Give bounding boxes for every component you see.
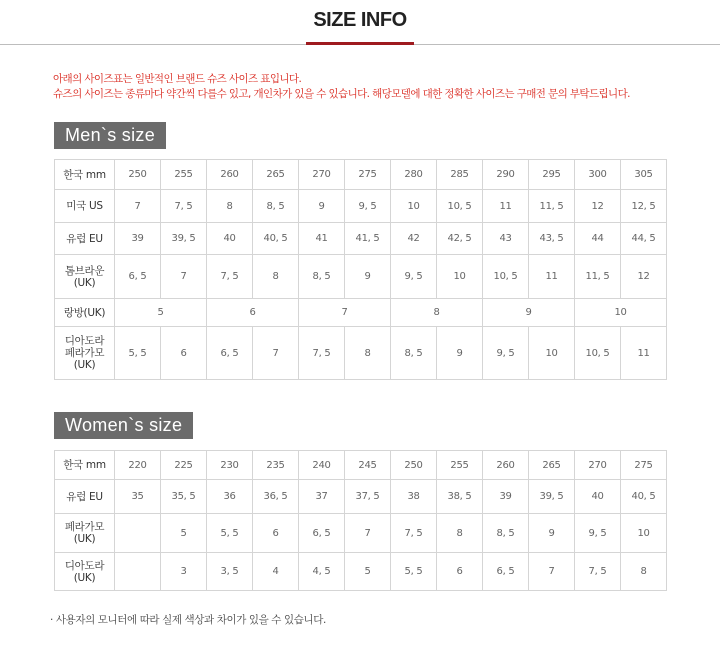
row-label-line: 한국 mm: [63, 168, 106, 181]
size-cell: 250: [391, 451, 437, 480]
size-cell: 220: [115, 451, 161, 480]
size-cell: 41, 5: [345, 223, 391, 255]
size-cell: 10: [621, 514, 667, 553]
size-cell: 7, 5: [161, 190, 207, 223]
size-cell: 10: [437, 255, 483, 299]
size-cell: 36: [207, 480, 253, 514]
row-label-line: 유럽 EU: [66, 490, 103, 503]
size-cell: 5, 5: [115, 327, 161, 380]
size-cell: 42: [391, 223, 437, 255]
size-cell: 235: [253, 451, 299, 480]
size-cell: 245: [345, 451, 391, 480]
row-label-line: 유럽 EU: [66, 232, 103, 245]
size-notice: [53, 72, 630, 102]
row-label: [55, 327, 115, 380]
size-cell: 260: [483, 451, 529, 480]
size-cell: 265: [529, 451, 575, 480]
page-header: [0, 0, 720, 46]
size-cell: 44, 5: [621, 223, 667, 255]
size-cell: 7: [345, 514, 391, 553]
size-cell: 8: [437, 514, 483, 553]
size-cell: 42, 5: [437, 223, 483, 255]
row-label-line: (UK): [73, 359, 96, 371]
size-cell: 3: [161, 553, 207, 591]
size-row: [55, 190, 667, 223]
size-cell: 12: [575, 190, 621, 223]
size-cell: 11, 5: [529, 190, 575, 223]
mens-size-tag: Men`s size: [54, 122, 166, 149]
size-row: [55, 255, 667, 299]
size-cell: 8: [207, 190, 253, 223]
size-cell: 5: [161, 514, 207, 553]
size-cell: 285: [437, 160, 483, 190]
row-label-line: (UK): [73, 533, 96, 545]
size-cell: 275: [621, 451, 667, 480]
row-label-line: 톰브라운: [64, 264, 105, 277]
size-cell: 4: [253, 553, 299, 591]
size-cell: 275: [345, 160, 391, 190]
row-label: [55, 299, 115, 327]
size-cell: 39: [483, 480, 529, 514]
size-cell: 6, 5: [207, 327, 253, 380]
row-label: [55, 160, 115, 190]
row-label-line: 미국 US: [66, 200, 103, 212]
size-cell: 38: [391, 480, 437, 514]
size-cell: 44: [575, 223, 621, 255]
size-cell: 11: [529, 255, 575, 299]
size-cell: 39: [115, 223, 161, 255]
size-cell: 10: [575, 299, 667, 327]
row-label-line: (UK): [73, 571, 96, 584]
size-cell: 265: [253, 160, 299, 190]
size-row: [55, 480, 667, 514]
size-cell: 9: [345, 255, 391, 299]
size-cell: 6, 5: [115, 255, 161, 299]
row-label: [55, 255, 115, 299]
size-cell: 8: [253, 255, 299, 299]
size-cell: 8, 5: [253, 190, 299, 223]
size-row: [55, 299, 667, 327]
row-label-line: (UK): [73, 276, 96, 289]
row-label-line: 디아도라: [64, 559, 105, 572]
row-label: [55, 514, 115, 553]
size-cell: 300: [575, 160, 621, 190]
size-cell: 9, 5: [575, 514, 621, 553]
size-cell: 41: [299, 223, 345, 255]
size-cell: 8: [621, 553, 667, 591]
size-cell: 7, 5: [207, 255, 253, 299]
size-cell: 8, 5: [483, 514, 529, 553]
size-cell: 290: [483, 160, 529, 190]
size-cell: 9: [529, 514, 575, 553]
size-cell: 255: [161, 160, 207, 190]
row-label-line: 랑방(UK): [63, 306, 106, 319]
size-cell: 270: [575, 451, 621, 480]
size-cell: 280: [391, 160, 437, 190]
size-cell: 6: [207, 299, 299, 327]
size-cell: 295: [529, 160, 575, 190]
size-cell: 5: [345, 553, 391, 591]
mens-size-table: [54, 159, 667, 380]
size-cell: 9, 5: [345, 190, 391, 223]
size-cell: 10, 5: [575, 327, 621, 380]
size-row: [55, 160, 667, 190]
size-cell: [115, 514, 161, 553]
size-cell: 39, 5: [161, 223, 207, 255]
row-label: [55, 553, 115, 591]
size-cell: 35: [115, 480, 161, 514]
size-cell: [115, 553, 161, 591]
monitor-color-footnote: · 사용자의 모니터에 따라 실제 색상과 차이가 있을 수 있습니다.: [50, 614, 326, 626]
size-cell: 255: [437, 451, 483, 480]
size-cell: 7: [299, 299, 391, 327]
size-cell: 35, 5: [161, 480, 207, 514]
size-cell: 5, 5: [207, 514, 253, 553]
size-cell: 37: [299, 480, 345, 514]
row-label-line: 페라가모: [64, 347, 105, 359]
row-label: [55, 190, 115, 223]
size-cell: 270: [299, 160, 345, 190]
size-cell: 5, 5: [391, 553, 437, 591]
size-cell: 11, 5: [575, 255, 621, 299]
size-cell: 43: [483, 223, 529, 255]
size-cell: 9: [437, 327, 483, 380]
size-cell: 38, 5: [437, 480, 483, 514]
size-cell: 6: [437, 553, 483, 591]
size-cell: 11: [621, 327, 667, 380]
title-accent-bar: [306, 42, 414, 45]
notice-line-1: 아래의 사이즈표는 일반적인 브랜드 슈즈 사이즈 표입니다.: [53, 73, 302, 85]
size-cell: 7, 5: [299, 327, 345, 380]
size-cell: 3, 5: [207, 553, 253, 591]
size-cell: 4, 5: [299, 553, 345, 591]
womens-size-table: [54, 450, 667, 591]
row-label: [55, 223, 115, 255]
size-row: [55, 553, 667, 591]
size-cell: 12: [621, 255, 667, 299]
size-cell: 37, 5: [345, 480, 391, 514]
size-cell: 10: [529, 327, 575, 380]
size-cell: 11: [483, 190, 529, 223]
size-cell: 9, 5: [483, 327, 529, 380]
size-cell: 240: [299, 451, 345, 480]
size-cell: 6, 5: [483, 553, 529, 591]
size-cell: 8: [345, 327, 391, 380]
size-cell: 9, 5: [391, 255, 437, 299]
size-cell: 43, 5: [529, 223, 575, 255]
size-cell: 7: [115, 190, 161, 223]
size-cell: 9: [299, 190, 345, 223]
size-cell: 40, 5: [621, 480, 667, 514]
size-cell: 40: [575, 480, 621, 514]
size-cell: 7, 5: [575, 553, 621, 591]
size-cell: 7: [253, 327, 299, 380]
womens-size-tag: Women`s size: [54, 412, 193, 439]
size-cell: 10: [391, 190, 437, 223]
row-label: [55, 480, 115, 514]
size-cell: 8, 5: [299, 255, 345, 299]
size-cell: 12, 5: [621, 190, 667, 223]
row-label-line: 페라가모: [64, 521, 105, 533]
size-cell: 230: [207, 451, 253, 480]
size-cell: 40: [207, 223, 253, 255]
size-cell: 36, 5: [253, 480, 299, 514]
size-cell: 250: [115, 160, 161, 190]
size-cell: 7, 5: [391, 514, 437, 553]
size-row: [55, 451, 667, 480]
size-cell: 9: [483, 299, 575, 327]
size-cell: 8: [391, 299, 483, 327]
size-cell: 7: [529, 553, 575, 591]
size-cell: 6, 5: [299, 514, 345, 553]
size-cell: 40, 5: [253, 223, 299, 255]
size-row: [55, 514, 667, 553]
size-row: [55, 327, 667, 380]
page-title: SIZE INFO: [313, 9, 407, 31]
size-row: [55, 223, 667, 255]
size-cell: 39, 5: [529, 480, 575, 514]
size-cell: 260: [207, 160, 253, 190]
size-cell: 10, 5: [437, 190, 483, 223]
size-cell: 6: [253, 514, 299, 553]
notice-line-2: 슈즈의 사이즈는 종류마다 약간씩 다를수 있고, 개인차가 있을 수 있습니다. 해당모델에 대한 정확한 사이즈는 구매전 문의 부탁드립니다.: [53, 88, 630, 100]
size-cell: 7: [161, 255, 207, 299]
size-cell: 6: [161, 327, 207, 380]
row-label: [55, 451, 115, 480]
row-label-line: 한국 mm: [63, 459, 106, 471]
row-label-line: 디아도라: [64, 335, 105, 347]
size-cell: 5: [115, 299, 207, 327]
size-cell: 305: [621, 160, 667, 190]
size-cell: 8, 5: [391, 327, 437, 380]
size-cell: 10, 5: [483, 255, 529, 299]
size-cell: 225: [161, 451, 207, 480]
